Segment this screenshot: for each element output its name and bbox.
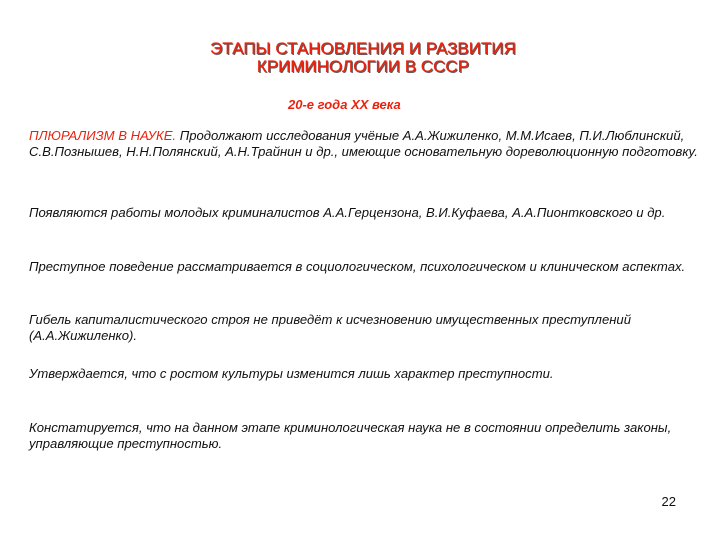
paragraph-young-criminalists bbox=[29, 205, 699, 221]
page-number: 22 bbox=[661, 494, 676, 509]
paragraph-text: Продолжают исследования учёные А.А.Жижиленко, М.М.Исаев, П.И.Люблинский, С.В.Познышев, Н.Н.Полянский, А.Н.Трайнин и др., имеющие основательную дореволюционную подготовку. bbox=[29, 128, 698, 159]
paragraph-pluralism bbox=[29, 128, 699, 159]
paragraph-text: Утверждается, что с ростом культуры изменится лишь характер преступности. bbox=[29, 366, 554, 381]
paragraph-text: Появляются работы молодых криминалистов А.А.Герцензона, В.И.Куфаева, А.А.Пионтковского и др. bbox=[29, 205, 666, 220]
paragraph-lead: ПЛЮРАЛИЗМ В НАУКЕ. bbox=[29, 128, 177, 143]
title-line-2: КРИМИНОЛОГИИ В СССР bbox=[256, 57, 470, 76]
paragraph-text: Констатируется, что на данном этапе криминологическая наука не в состоянии определить законы, управляющие преступностью. bbox=[29, 420, 672, 451]
paragraph-science-state bbox=[29, 420, 699, 451]
paragraph-text: Гибель капиталистического строя не приведёт к исчезновению имущественных преступлений (А.А.Жижиленко). bbox=[29, 312, 631, 343]
paragraph-behavior-aspects bbox=[29, 259, 699, 275]
title-line-1: ЭТАПЫ СТАНОВЛЕНИЯ И РАЗВИТИЯ bbox=[210, 39, 516, 58]
paragraph-culture bbox=[29, 366, 699, 382]
slide-title bbox=[0, 40, 720, 76]
slide-subtitle: 20-е года ХХ века bbox=[288, 97, 401, 112]
paragraph-capitalism bbox=[29, 312, 699, 343]
paragraph-text: Преступное поведение рассматривается в социологическом, психологическом и клиническом аспектах. bbox=[29, 259, 686, 274]
